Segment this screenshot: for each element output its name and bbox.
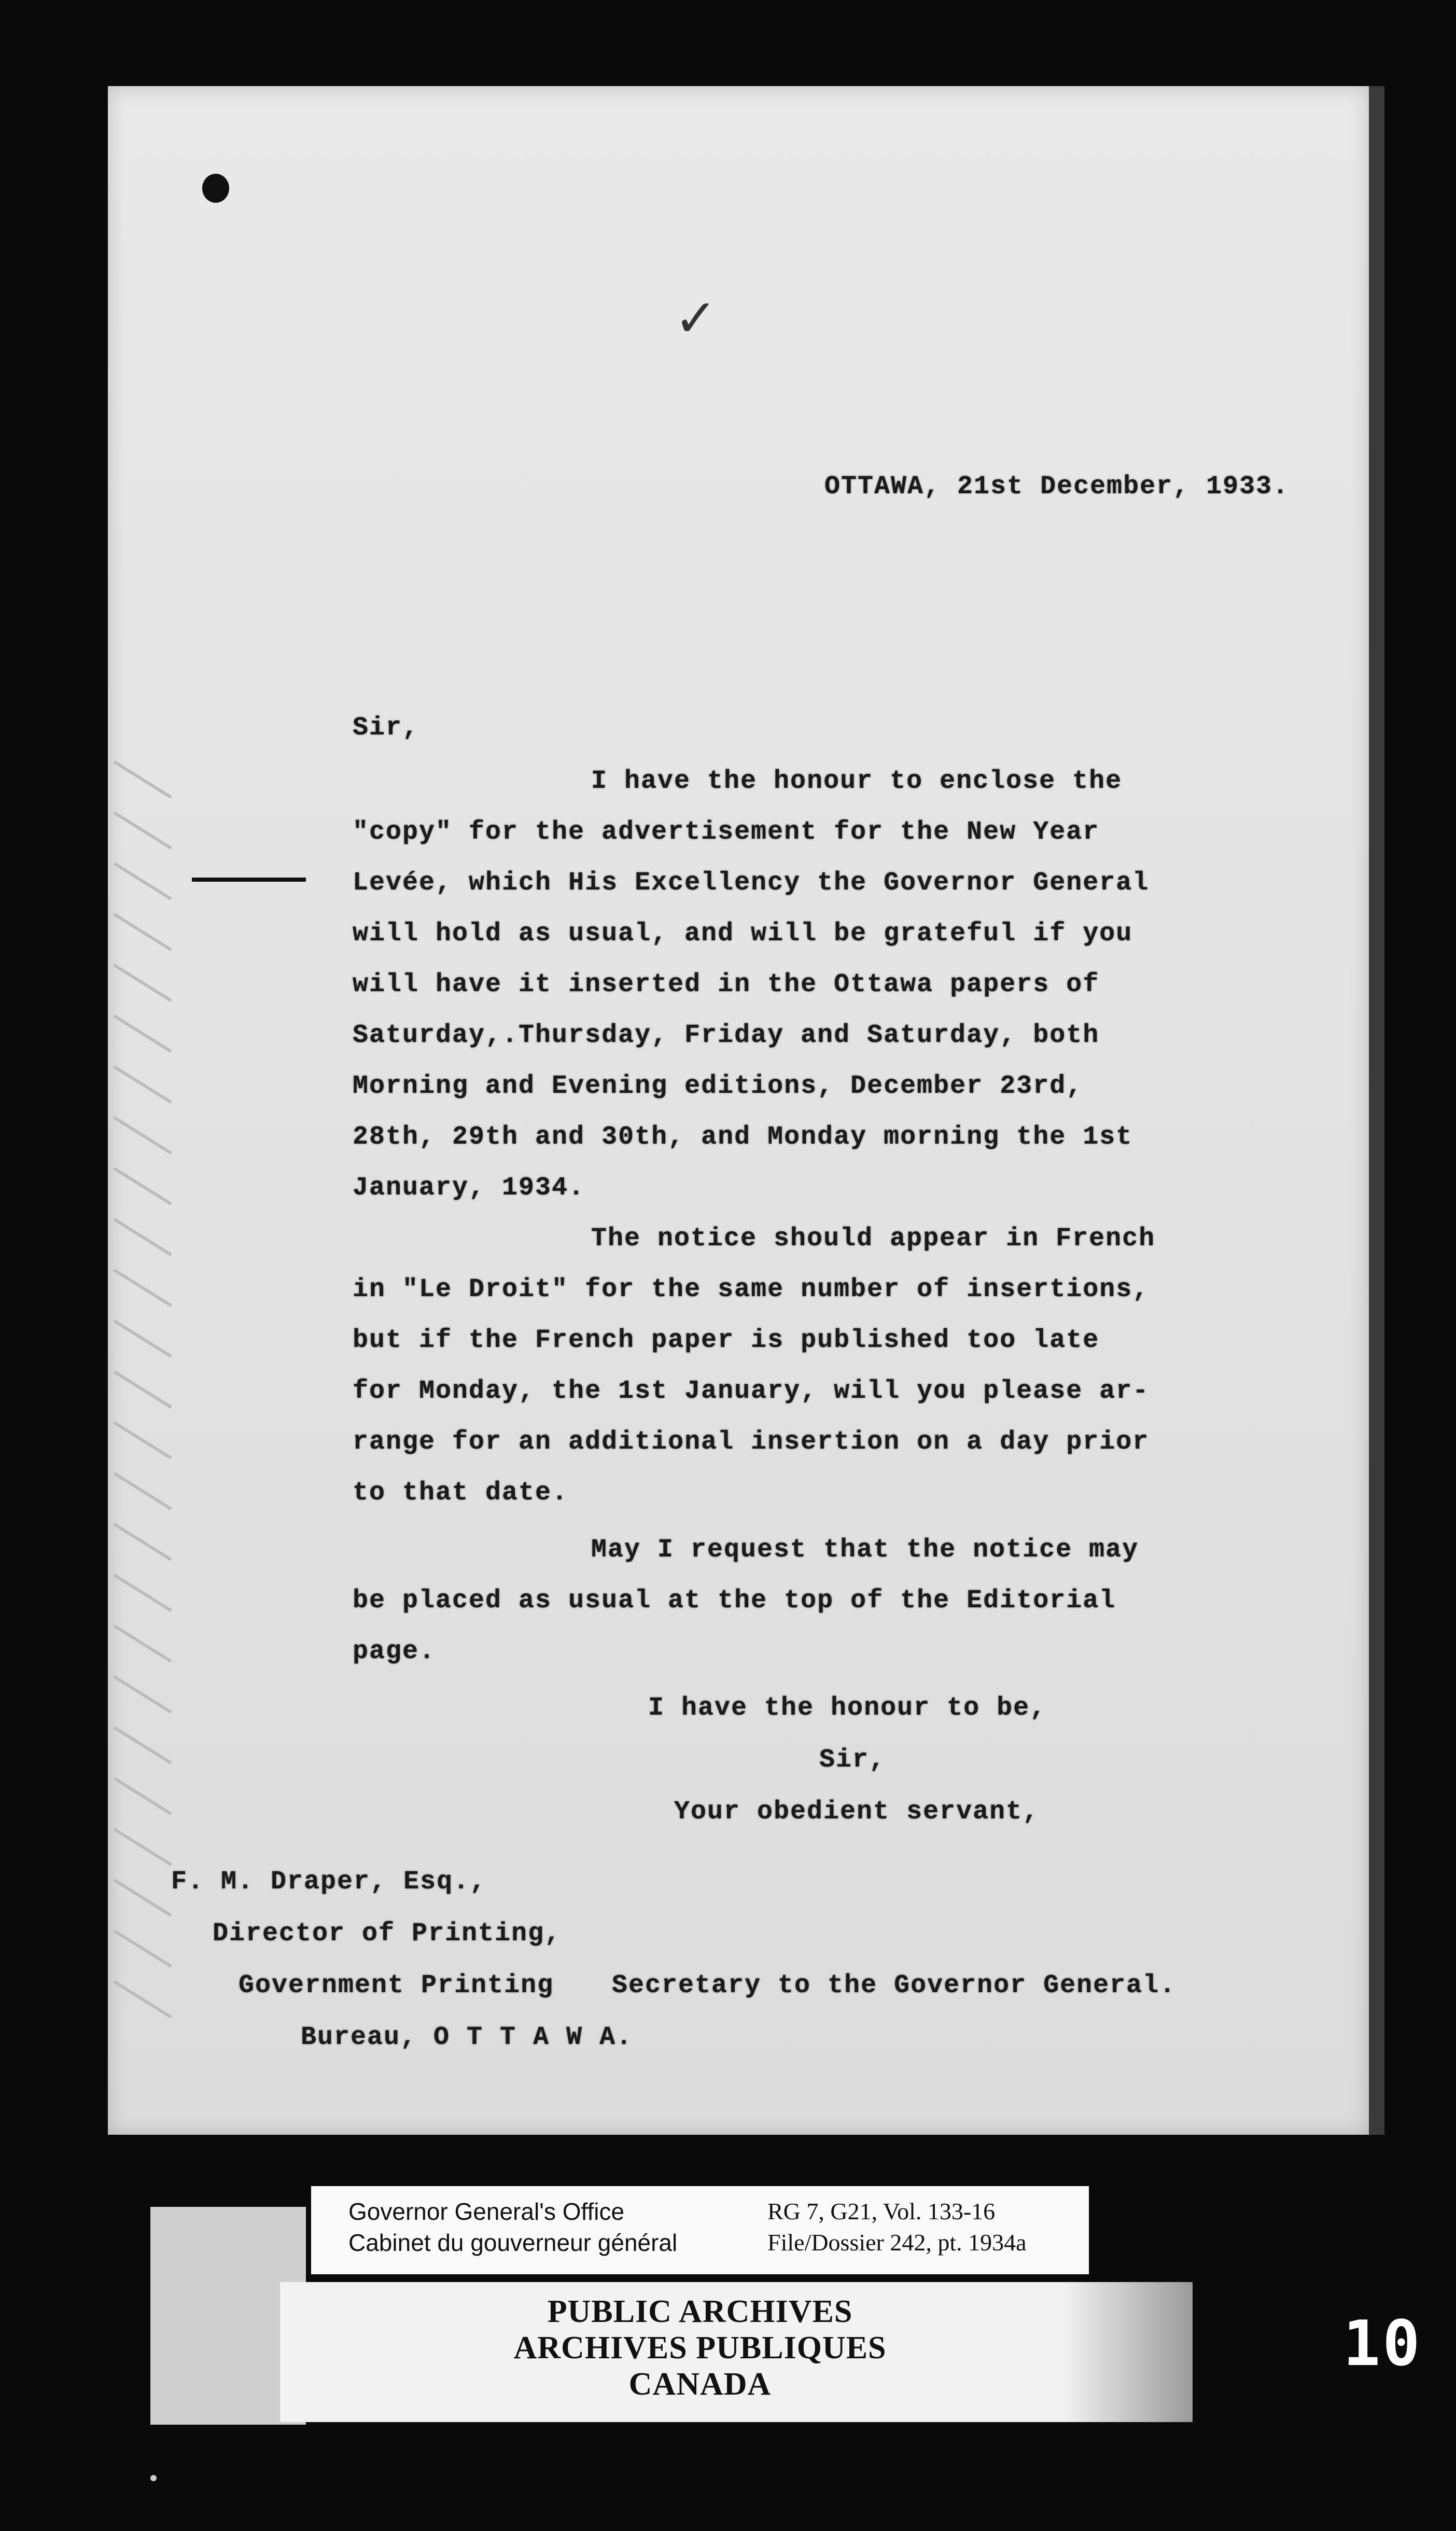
addressee-line: Government Printing [239, 1971, 554, 2000]
dateline: OTTAWA, 21st December, 1933. [824, 472, 1290, 502]
body-line: be placed as usual at the top of the Editorial [353, 1586, 1116, 1616]
body-line: January, 1934. [353, 1173, 585, 1203]
body-line: page. [353, 1637, 436, 1666]
body-line: for Monday, the 1st January, will you please ar- [353, 1376, 1150, 1406]
letter-page [108, 86, 1369, 2135]
body-line: Levée, which His Excellency the Governor General [353, 868, 1150, 898]
file-reference: File/Dossier 242, pt. 1934a [767, 2229, 1027, 2256]
body-line: May I request that the notice may [591, 1535, 1139, 1565]
closing-line: I have the honour to be, [648, 1693, 1047, 1723]
margin-pen-line [192, 878, 306, 882]
body-line: Saturday,.Thursday, Friday and Saturday, both [353, 1021, 1100, 1050]
closing-line: Sir, [819, 1745, 886, 1775]
frame-number: 10 [1343, 2308, 1422, 2380]
body-line: 28th, 29th and 30th, and Monday morning the 1st [353, 1122, 1133, 1152]
addressee-line: Bureau, O T T A W A. [301, 2023, 633, 2052]
closing-line: Your obedient servant, [674, 1797, 1040, 1827]
stamp-line-english: PUBLIC ARCHIVES [547, 2294, 853, 2329]
body-line: in "Le Droit" for the same number of insertions, [353, 1275, 1150, 1304]
archives-stamp [280, 2282, 1120, 2422]
film-speck [150, 2475, 157, 2481]
body-line: The notice should appear in French [591, 1224, 1156, 1254]
body-line: I have the honour to enclose the [591, 767, 1123, 796]
salutation: Sir, [353, 713, 419, 743]
body-line: "copy" for the advertisement for the New Year [353, 817, 1100, 847]
check-mark-icon: ✓ [674, 288, 718, 349]
record-group-reference: RG 7, G21, Vol. 133-16 [767, 2198, 996, 2224]
stamp-smudge [1063, 2282, 1193, 2422]
archive-reference-label [311, 2186, 1089, 2274]
body-line: Morning and Evening editions, December 23rd, [353, 1072, 1083, 1101]
body-line: will hold as usual, and will be grateful if you [353, 919, 1133, 949]
body-line: range for an additional insertion on a day prior [353, 1427, 1150, 1457]
addressee-line: F. M. Draper, Esq., [171, 1867, 487, 1897]
office-english: Governor General's Office [348, 2198, 625, 2225]
stamp-line-french: ARCHIVES PUBLIQUES [513, 2330, 887, 2366]
office-french: Cabinet du gouverneur général [348, 2229, 678, 2256]
punch-hole [202, 174, 229, 203]
body-line: will have it inserted in the Ottawa papers of [353, 970, 1100, 999]
body-line: but if the French paper is published too late [353, 1326, 1100, 1355]
page-edge-shadow [1369, 86, 1384, 2135]
stamp-line-country: CANADA [628, 2367, 772, 2402]
signature-title: Secretary to the Governor General. [612, 1971, 1177, 2000]
addressee-line: Director of Printing, [213, 1919, 562, 1949]
body-line: to that date. [353, 1478, 569, 1508]
